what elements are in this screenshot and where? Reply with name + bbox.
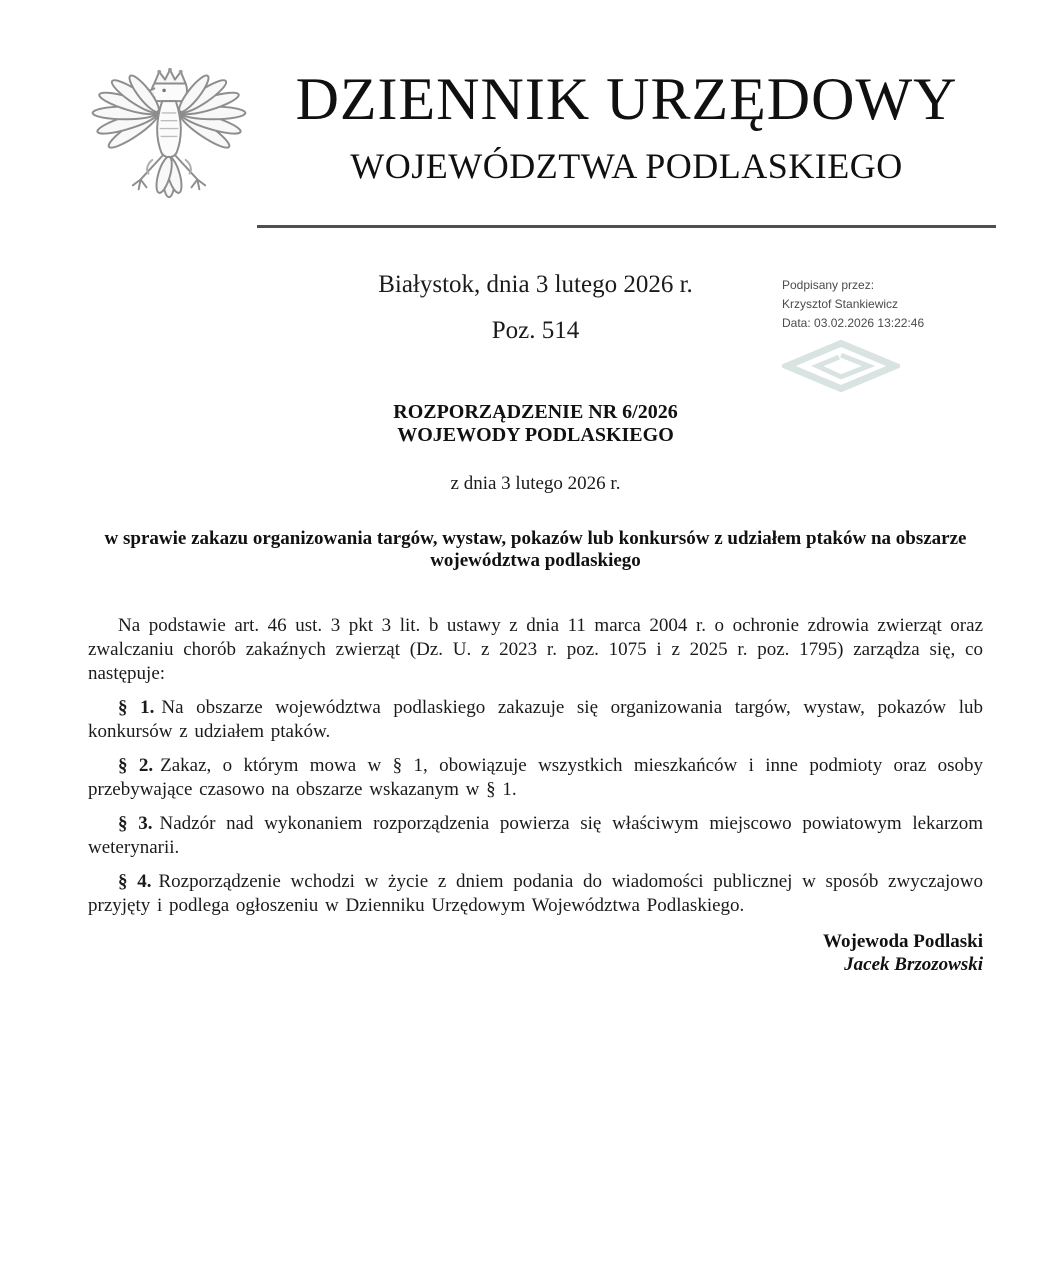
signatory-title: Wojewoda Podlaski — [823, 931, 983, 952]
act-date-line: z dnia 3 lutego 2026 r. — [450, 473, 621, 494]
esignature-stamp — [782, 276, 972, 392]
act-title-line2: WOJEWODY PODLASKIEGO — [397, 424, 674, 446]
signature-date: Data: 03.02.2026 13:22:46 — [782, 316, 925, 330]
journal-subtitle: WOJEWÓDZTWA PODLASKIEGO — [350, 146, 903, 186]
section-paragraph-3 — [88, 812, 983, 860]
section-number-1: § 1. — [118, 697, 155, 718]
section-text-2: Zakaz, o którym mowa w § 1, obowiązuje wszystkich mieszkańców i inne podmioty oraz osoby przebywające czasowo na obszarze wskazanym w § 1. — [88, 755, 984, 800]
section-paragraph-4 — [88, 870, 983, 918]
act-heading — [88, 401, 983, 572]
place-and-date: Białystok, dnia 3 lutego 2026 r. — [378, 271, 693, 298]
section-paragraph-2 — [88, 754, 983, 802]
signature-block — [88, 930, 983, 976]
polish-eagle-emblem-icon — [85, 62, 253, 248]
esignature-diamond-icon — [782, 340, 972, 392]
signatory-name: Jacek Brzozowski — [844, 954, 983, 975]
signed-by-label: Podpisany przez: — [782, 278, 875, 292]
section-number-2: § 2. — [118, 755, 154, 776]
journal-title: DZIENNIK URZĘDOWY — [295, 66, 958, 132]
act-body — [88, 614, 983, 918]
signer-name: Krzysztof Stankiewicz — [782, 297, 899, 311]
preamble-paragraph: Na podstawie art. 46 ust. 3 pkt 3 lit. b ustawy z dnia 11 marca 2004 r. o ochronie zdrowia zwierząt oraz zwalczaniu chorób zakaźnych zwierząt (Dz. U. z 2023 r. poz. 1075 i z 2025 r. poz. 1795) zarządza się, co następuje: — [88, 615, 983, 684]
section-text-4: Rozporządzenie wchodzi w życie z dniem podania do wiadomości publicznej w sposób zwyczajowo przyjęty i podlega ogłoszeniu w Dzienniku Urzędowym Województwa Podlaskiego. — [88, 871, 984, 916]
masthead-text-block — [257, 62, 996, 228]
position-number: Poz. 514 — [491, 317, 580, 344]
journal-masthead — [0, 62, 1058, 248]
section-number-4: § 4. — [118, 871, 152, 892]
section-number-3: § 3. — [118, 813, 153, 834]
section-paragraph-1 — [88, 696, 983, 744]
section-text-3: Nadzór nad wykonaniem rozporządzenia powierza się właściwym miejscowo powiatowym lekarzom weterynarii. — [88, 813, 984, 858]
act-title-line1: ROZPORZĄDZENIE NR 6/2026 — [393, 401, 678, 423]
section-text-1: Na obszarze województwa podlaskiego zakazuje się organizowania targów, wystaw, pokazów lub konkursów z udziałem ptaków. — [88, 697, 984, 742]
act-subject: w sprawie zakazu organizowania targów, wystaw, pokazów lub konkursów z udziałem ptaków na obszarze województwa podlaskiego — [104, 528, 967, 571]
